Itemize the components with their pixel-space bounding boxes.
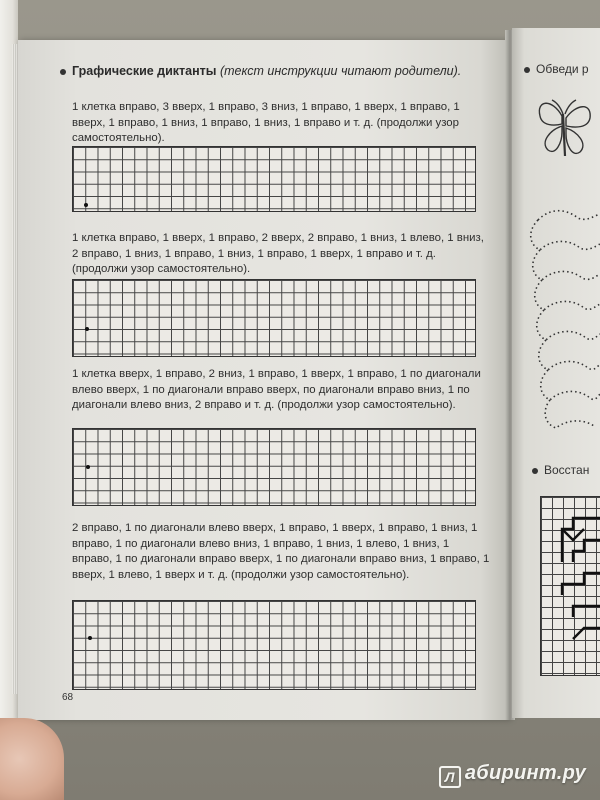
bullet-icon xyxy=(524,67,530,73)
heading-title: Графические диктанты xyxy=(72,64,217,78)
section-heading xyxy=(60,64,461,78)
watermark-text: абиринт.ру xyxy=(464,762,586,784)
task-4-text: 2 вправо, 1 по диагонали влево вверх, 1 вправо, 1 вверх, 1 вправо, 1 вниз, 1 вправо, 1 по диагонали влево вниз, 1 вправо, 1 вниз, 1 влево, 1 вниз, 1 вправо, 1 по диагонали вправо вверх, 1 по диагонали вправо вниз, 1 вправо, 1 вверх, 1 влево, 1 вверх и т. д. (продолжи узор самостоятельно). xyxy=(72,522,490,581)
task-2-start-dot xyxy=(85,327,89,331)
right-grid-pattern xyxy=(540,496,600,674)
right-item-1 xyxy=(524,62,589,76)
right-item-2 xyxy=(532,463,589,477)
bullet-icon xyxy=(60,69,66,75)
page-number: 68 xyxy=(62,692,74,703)
task-4-start-dot xyxy=(88,636,92,640)
watermark xyxy=(439,762,586,788)
task-3-text: 1 клетка вверх, 1 вправо, 2 вниз, 1 вправо, 1 вверх, 1 вправо, 1 по диагонали влево вверх, 1 по диагонали вправо вверх, по диагонали вправо вниз, 1 по диагонали влево вниз, 2 вправо и т. д. (продолжи узор самостоятельно). xyxy=(72,368,481,411)
task-4-grid xyxy=(72,600,476,690)
task-3-grid xyxy=(72,428,476,506)
task-3-start-dot xyxy=(86,465,90,469)
task-2-grid xyxy=(72,279,476,357)
task-1-start-dot xyxy=(84,203,88,207)
dotted-waves-pattern xyxy=(520,200,600,450)
task-1-text: 1 клетка вправо, 3 вверх, 1 вправо, 3 вниз, 1 вправо, 1 вверх, 1 вправо, 1 вверх, 1 вправо, 1 вниз, 1 вправо, 1 вниз, 1 вправо и т. д. (продолжи узор самостоятельно). xyxy=(72,101,460,144)
bullet-icon xyxy=(532,468,538,474)
right-item-2-text: Восстан xyxy=(544,463,590,477)
task-1-grid xyxy=(72,146,476,212)
right-item-1-text: Обведи р xyxy=(536,62,589,76)
butterfly-icon xyxy=(532,96,600,166)
task-2-text: 1 клетка вправо, 1 вверх, 1 вправо, 2 вверх, 2 вправо, 1 вниз, 1 влево, 1 вниз, 2 вправо, 1 вниз, 1 вправо, 1 вниз, 1 вправо, 1 вверх, 1 вправо и т. д. (продолжи узор самостоятельно). xyxy=(72,232,484,275)
labirint-logo: Л xyxy=(439,766,461,788)
heading-note: (текст инструкции читают родители). xyxy=(219,64,462,78)
